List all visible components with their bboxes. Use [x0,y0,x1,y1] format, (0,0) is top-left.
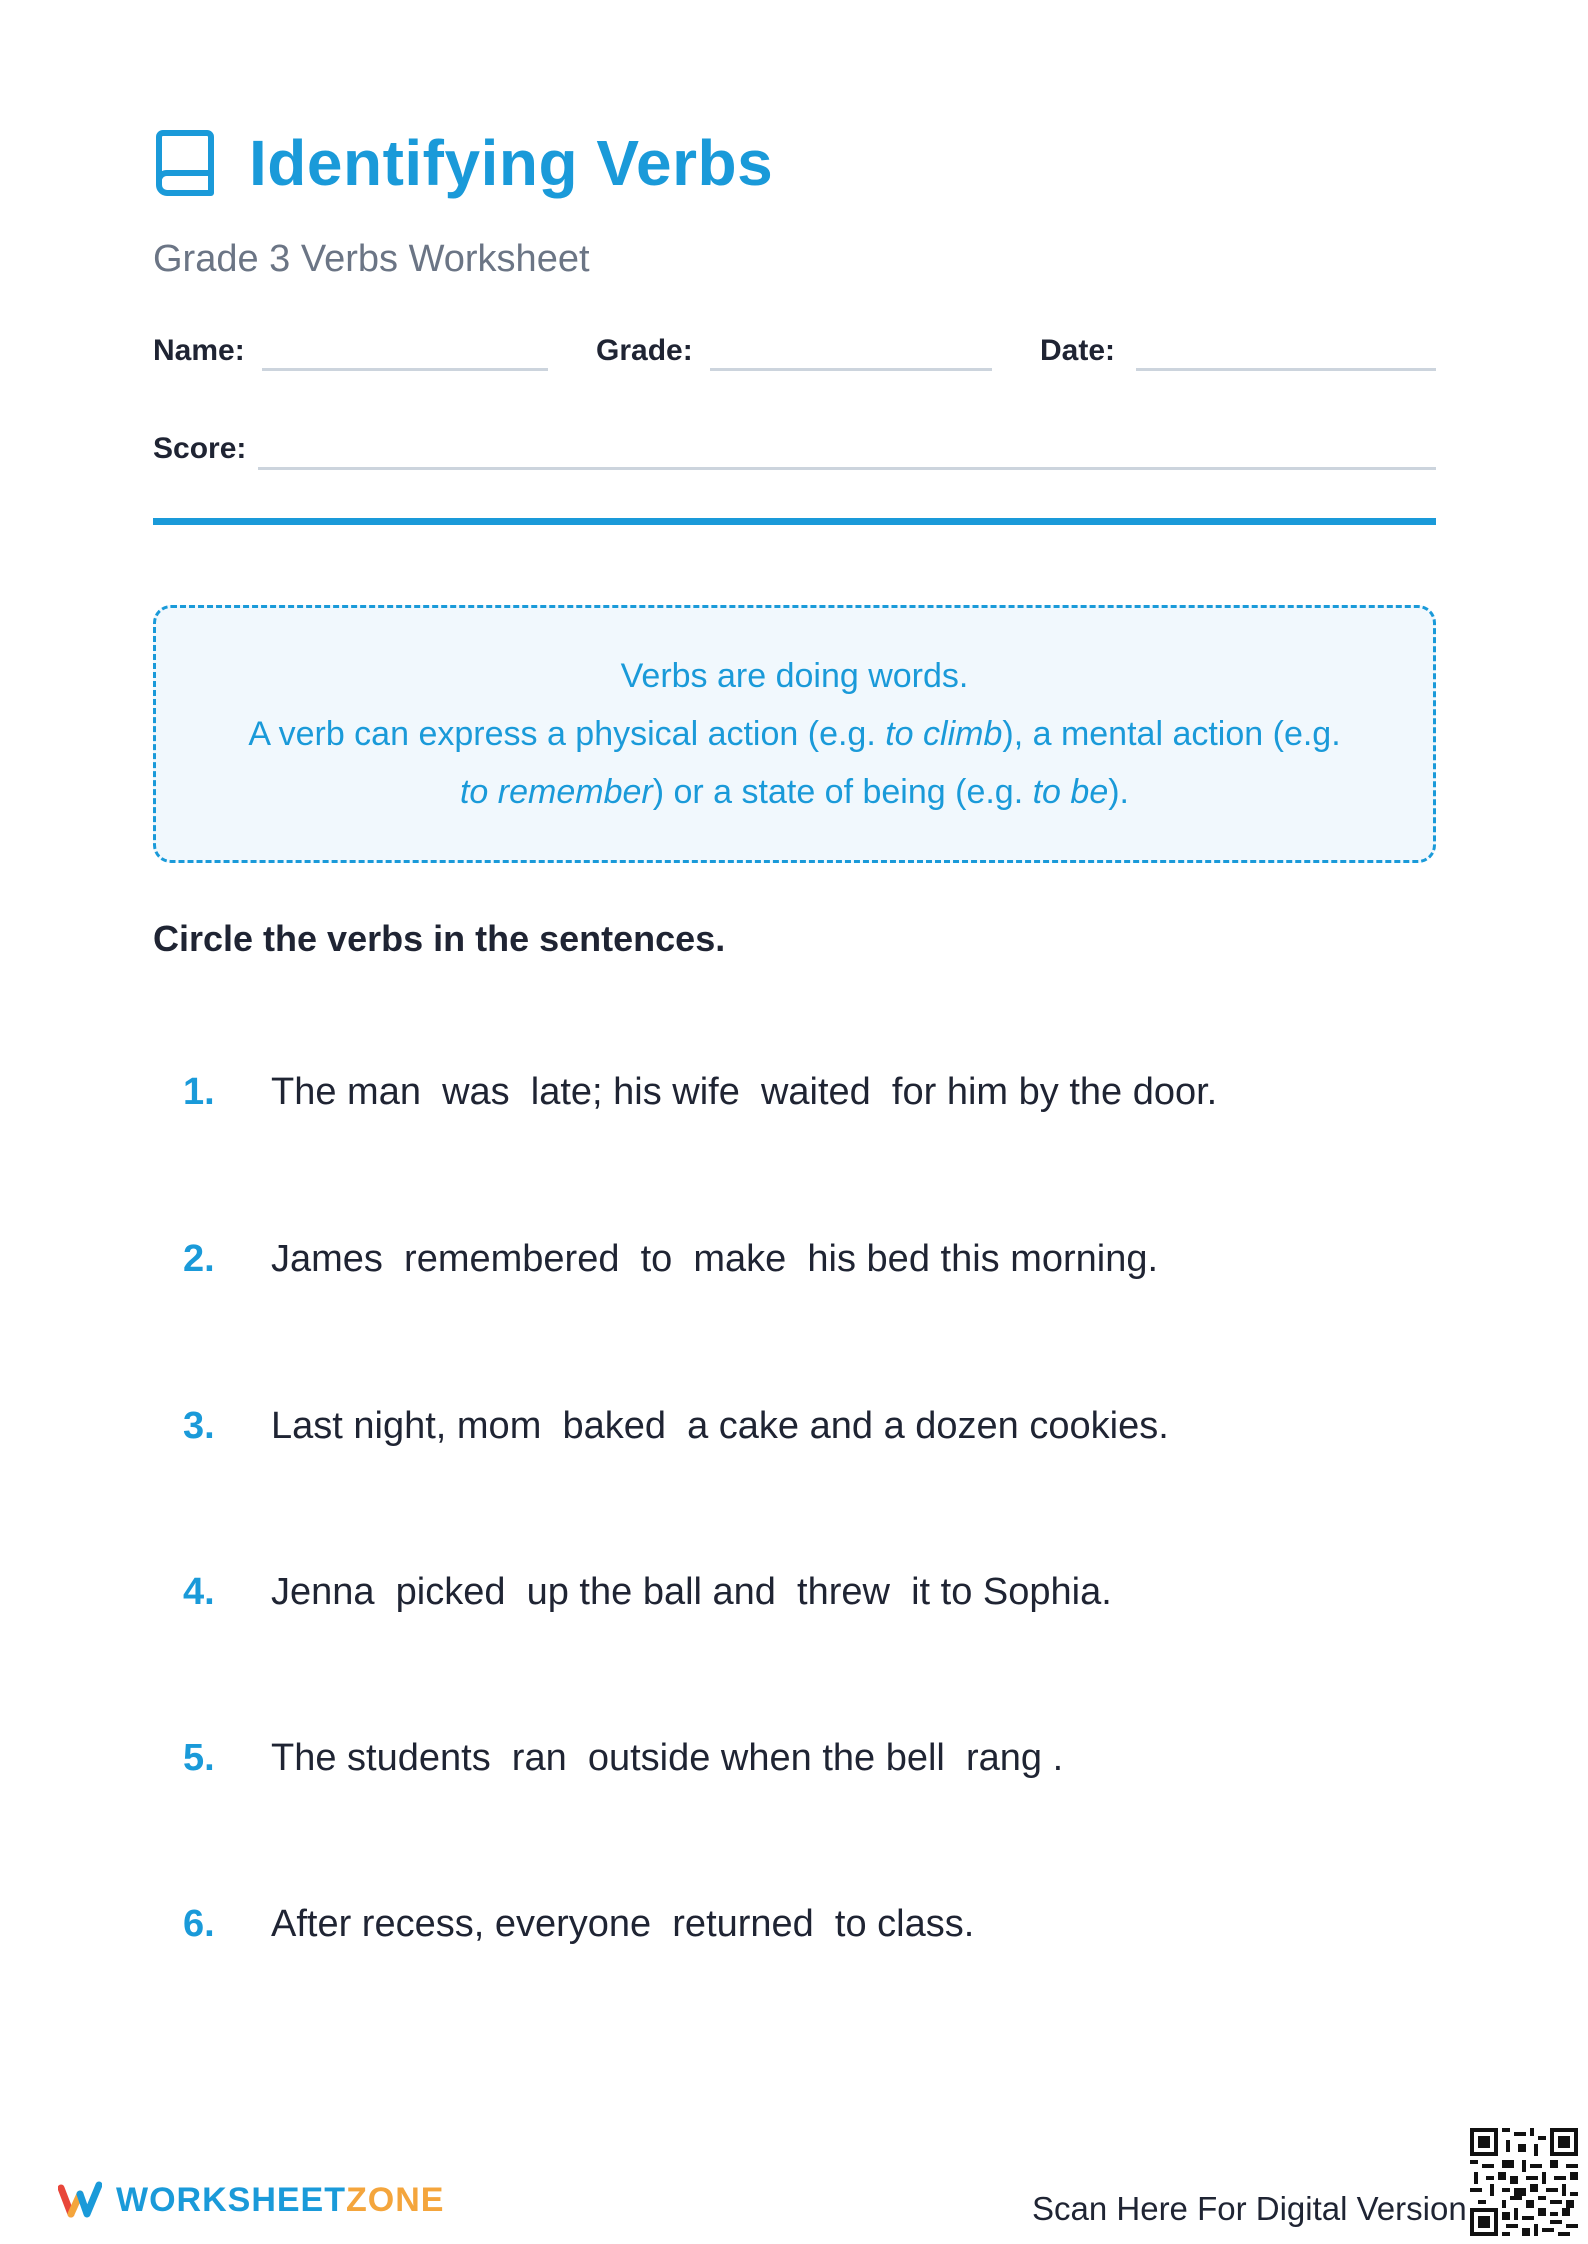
wz-logo-icon [58,2180,102,2220]
date-field[interactable] [1136,368,1436,371]
page-subtitle: Grade 3 Verbs Worksheet [153,238,590,280]
question-number: 1. [183,1070,215,1113]
question-item [183,1728,1063,1788]
worksheetzone-logo[interactable] [58,2180,444,2220]
question-item [183,1396,1169,1456]
info-line-3: to remember) or a state of being (e.g. to be). [459,773,1130,811]
book-icon [153,127,219,199]
name-label: Name: [153,334,245,367]
question-number: 2. [183,1237,215,1280]
scan-instruction: Scan Here For Digital Version [1032,2190,1467,2227]
question-item [183,1562,1112,1622]
question-number: 3. [183,1404,215,1447]
question-item [183,1894,974,1954]
verb-definition-box [153,605,1436,863]
name-field[interactable] [262,368,548,371]
section-divider [153,518,1436,525]
grade-label: Grade: [596,334,693,367]
info-line-1: Verbs are doing words. [620,657,969,695]
question-number: 5. [183,1736,215,1779]
question-number: 4. [183,1570,215,1613]
question-number: 6. [183,1902,215,1945]
title-row [153,118,773,208]
question-sentence[interactable]: Last night, mom baked a cake and a dozen cookies. [271,1404,1169,1447]
score-field[interactable] [258,467,1436,470]
question-item [183,1229,1158,1289]
brand-name: WORKSHEETZONE [116,2180,445,2219]
date-label: Date: [1040,334,1116,367]
question-item [183,1062,1217,1122]
grade-field[interactable] [710,368,992,371]
qr-code-icon[interactable] [1470,2128,1578,2236]
question-sentence[interactable]: The students ran outside when the bell rang . [271,1736,1064,1779]
score-label: Score: [153,432,247,465]
question-sentence[interactable]: After recess, everyone returned to class. [271,1902,975,1945]
info-line-2: A verb can express a physical action (e.g. to climb), a mental action (e.g. [248,715,1341,753]
instruction-text: Circle the verbs in the sentences. [153,918,726,959]
question-sentence[interactable]: James remembered to make his bed this morning. [271,1237,1159,1280]
page-title: Identifying Verbs [249,127,774,199]
question-sentence[interactable]: The man was late; his wife waited for him by the door. [271,1070,1218,1113]
question-sentence[interactable]: Jenna picked up the ball and threw it to Sophia. [271,1570,1112,1613]
